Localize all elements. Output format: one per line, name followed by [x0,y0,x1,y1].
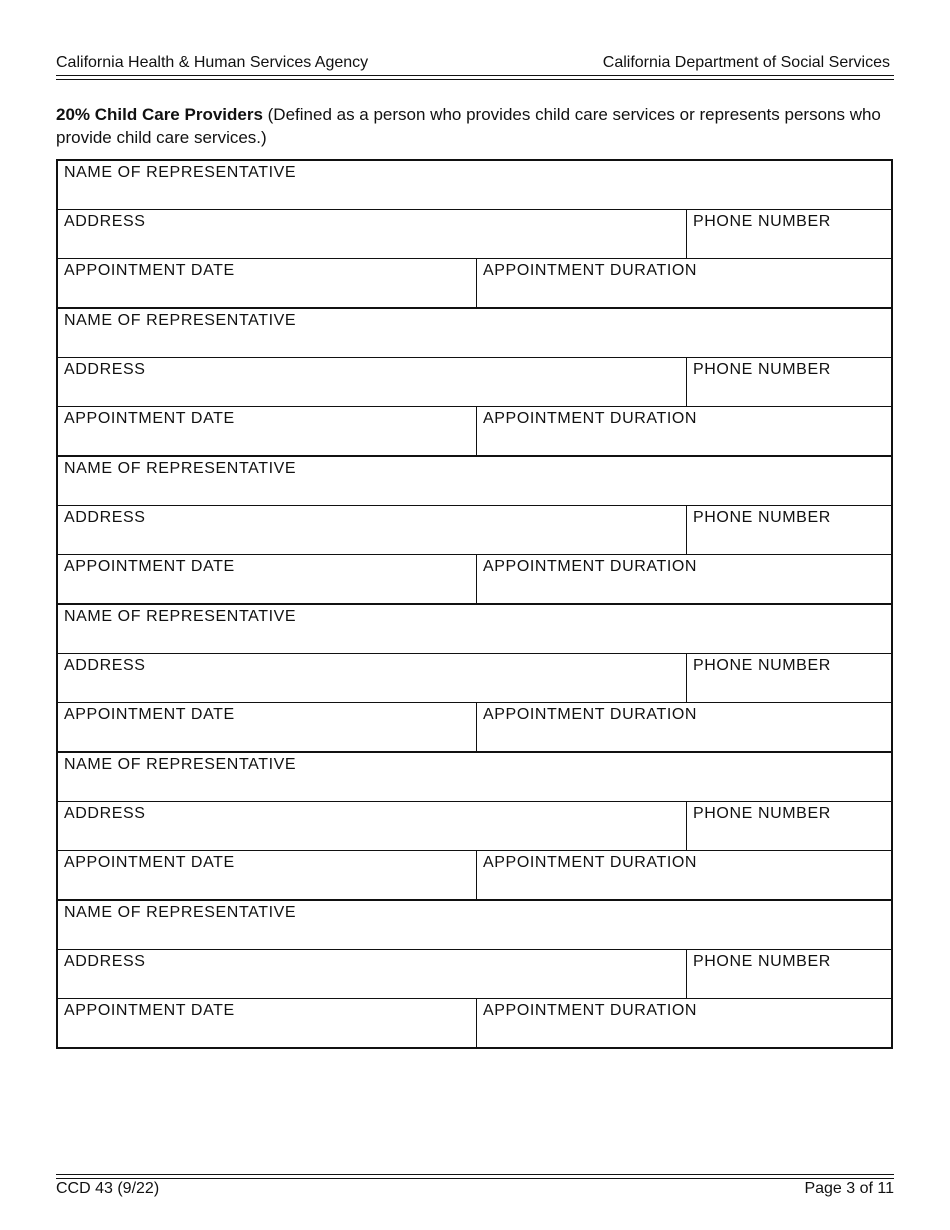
page-number: Page 3 of 11 [804,1180,894,1197]
field-label: ADDRESS [64,805,146,822]
name-row [58,161,891,209]
section-intro [56,103,886,149]
appointment-row [58,406,891,455]
field-label: ADDRESS [64,509,146,526]
address-phone-row [58,949,891,998]
footer-rule [56,1174,894,1175]
field-label: ADDRESS [64,361,146,378]
appointment-duration-field[interactable] [476,703,891,751]
address-phone-row [58,357,891,406]
address-phone-row [58,505,891,554]
phone-number-field[interactable] [686,210,891,258]
field-label: APPOINTMENT DURATION [483,706,698,723]
representative-group-6 [58,899,891,1047]
field-label: APPOINTMENT DATE [64,262,235,279]
appointment-date-field[interactable] [58,259,476,307]
appointment-date-field[interactable] [58,851,476,899]
address-phone-row [58,653,891,702]
address-field[interactable] [58,950,686,998]
field-label: APPOINTMENT DURATION [483,854,698,871]
field-label: APPOINTMENT DATE [64,558,235,575]
appointment-row [58,554,891,603]
address-field[interactable] [58,506,686,554]
field-label: ADDRESS [64,657,146,674]
footer-rule [56,1178,894,1179]
representative-group-4 [58,603,891,751]
field-label: NAME OF REPRESENTATIVE [64,756,297,773]
field-label: PHONE NUMBER [693,657,831,674]
appointment-date-field[interactable] [58,407,476,455]
representative-form [56,159,893,1049]
name-of-representative-field[interactable] [58,457,891,505]
representative-group-2 [58,307,891,455]
name-row [58,753,891,801]
field-label: ADDRESS [64,953,146,970]
appointment-duration-field[interactable] [476,851,891,899]
section-definition: (Defined as a person who provides child care services or represents persons who provide child care services.) [56,105,881,147]
header-rule [56,75,894,76]
field-label: APPOINTMENT DATE [64,410,235,427]
representative-group-3 [58,455,891,603]
appointment-date-field[interactable] [58,703,476,751]
appointment-date-field[interactable] [58,555,476,603]
field-label: ADDRESS [64,213,146,230]
phone-number-field[interactable] [686,654,891,702]
address-phone-row [58,801,891,850]
phone-number-field[interactable] [686,506,891,554]
field-label: APPOINTMENT DURATION [483,262,698,279]
address-field[interactable] [58,802,686,850]
appointment-duration-field[interactable] [476,555,891,603]
address-field[interactable] [58,210,686,258]
name-row [58,901,891,949]
appointment-date-field[interactable] [58,999,476,1047]
name-row [58,457,891,505]
appointment-row [58,850,891,899]
field-label: APPOINTMENT DURATION [483,558,698,575]
phone-number-field[interactable] [686,358,891,406]
name-of-representative-field[interactable] [58,753,891,801]
page-header [56,52,890,76]
field-label: APPOINTMENT DATE [64,1002,235,1019]
field-label: NAME OF REPRESENTATIVE [64,460,297,477]
appointment-duration-field[interactable] [476,259,891,307]
form-id: CCD 43 (9/22) [56,1180,160,1197]
representative-group-5 [58,751,891,899]
page-footer [56,1172,894,1202]
phone-number-field[interactable] [686,950,891,998]
field-label: APPOINTMENT DURATION [483,1002,698,1019]
field-label: NAME OF REPRESENTATIVE [64,164,297,181]
field-label: NAME OF REPRESENTATIVE [64,312,297,329]
field-label: PHONE NUMBER [693,805,831,822]
name-of-representative-field[interactable] [58,605,891,653]
name-row [58,605,891,653]
appointment-duration-field[interactable] [476,999,891,1047]
name-of-representative-field[interactable] [58,309,891,357]
address-field[interactable] [58,654,686,702]
field-label: NAME OF REPRESENTATIVE [64,904,297,921]
field-label: PHONE NUMBER [693,213,831,230]
appointment-row [58,258,891,307]
field-label: PHONE NUMBER [693,361,831,378]
address-field[interactable] [58,358,686,406]
appointment-row [58,702,891,751]
name-row [58,309,891,357]
representative-group-1 [58,161,891,307]
field-label: APPOINTMENT DATE [64,854,235,871]
field-label: APPOINTMENT DATE [64,706,235,723]
name-of-representative-field[interactable] [58,901,891,949]
department-name: California Department of Social Services [602,54,890,71]
address-phone-row [58,209,891,258]
agency-name: California Health & Human Services Agency [56,54,369,71]
appointment-duration-field[interactable] [476,407,891,455]
field-label: PHONE NUMBER [693,509,831,526]
appointment-row [58,998,891,1047]
header-rule [56,79,894,80]
name-of-representative-field[interactable] [58,161,891,209]
section-title: 20% Child Care Providers [56,105,263,124]
field-label: PHONE NUMBER [693,953,831,970]
field-label: APPOINTMENT DURATION [483,410,698,427]
field-label: NAME OF REPRESENTATIVE [64,608,297,625]
phone-number-field[interactable] [686,802,891,850]
